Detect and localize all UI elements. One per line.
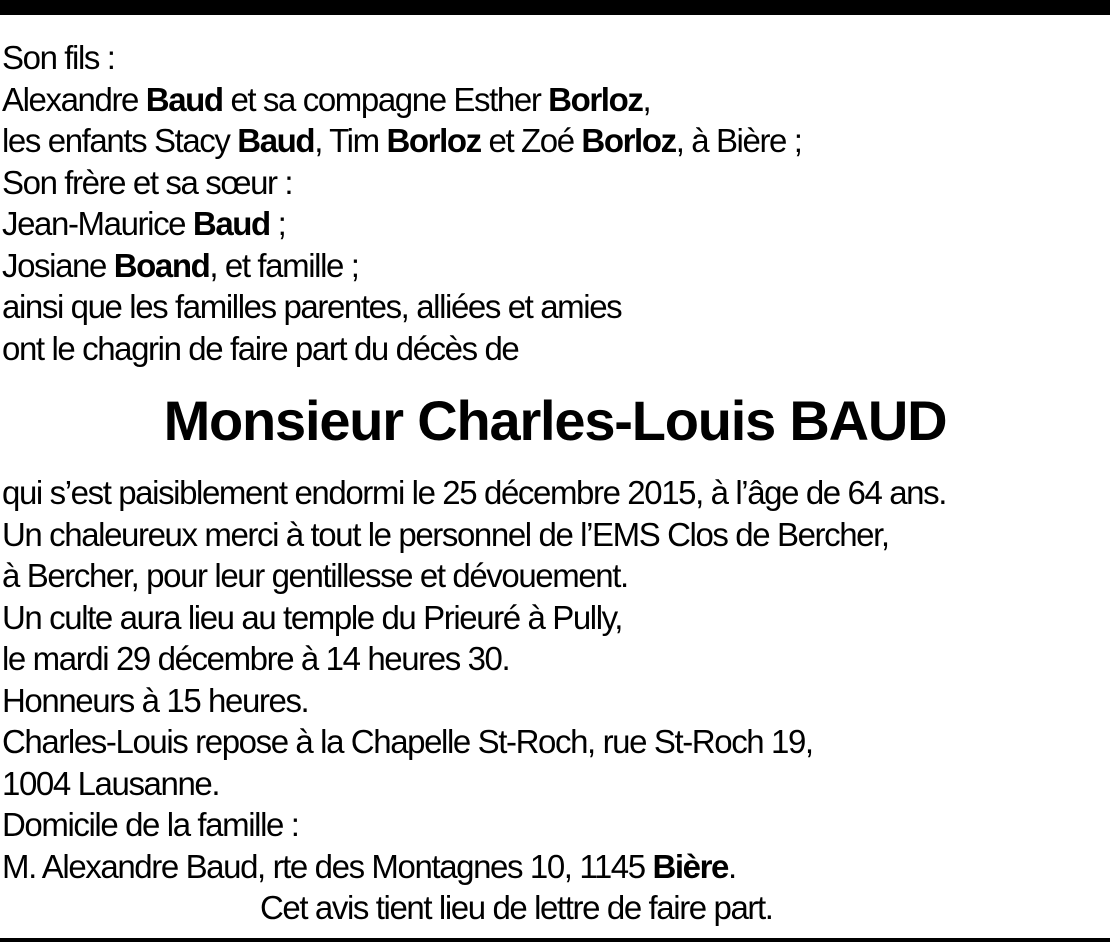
family-line-brother: Jean-Maurice Baud ; — [2, 205, 286, 242]
deceased-name: Monsieur Charles-Louis BAUD — [163, 389, 947, 452]
detail-line-honours: Honneurs à 15 heures. — [2, 681, 309, 719]
notice-details — [2, 472, 1102, 929]
surname: Boand — [113, 246, 210, 284]
family-line-announce: ont le chagrin de faire part du décès de — [2, 329, 519, 367]
family-line-relatives: ainsi que les familles parentes, alliées et amies — [2, 288, 622, 325]
surname: Borloz — [386, 122, 481, 159]
detail-line-service: Un culte aura lieu au temple du Prieuré à Pully, — [2, 598, 623, 636]
family-line-children: les enfants Stacy Baud, Tim Borloz et Zoé Borloz, à Bière ; — [2, 122, 802, 159]
family-line-son: Alexandre Baud et sa compagne Esther Borloz, — [2, 80, 651, 118]
detail-line-rest-city: 1004 Lausanne. — [2, 764, 220, 802]
town-name: Bière — [652, 847, 729, 885]
family-announcement — [2, 37, 1102, 369]
detail-line-thanks: Un chaleureux merci à tout le personnel de l’EMS Clos de Bercher, — [2, 515, 889, 553]
detail-line-domicile-address: M. Alexandre Baud, rte des Montagnes 10, 1145 Bière. — [2, 847, 736, 885]
surname: Baud — [192, 205, 270, 242]
family-line-sons-heading: Son fils : — [2, 39, 115, 76]
surname: Baud — [145, 80, 223, 118]
detail-line-rest: Charles-Louis repose à la Chapelle St-Roch, rue St-Roch 19, — [2, 723, 813, 760]
family-line-siblings-heading: Son frère et sa sœur : — [2, 163, 293, 201]
detail-line-passing: qui s’est paisiblement endormi le 25 décembre 2015, à l’âge de 64 ans. — [2, 474, 946, 511]
family-line-sister: Josiane Boand, et famille ; — [2, 246, 359, 284]
detail-line-thanks-cont: à Bercher, pour leur gentillesse et dévouement. — [2, 557, 628, 594]
detail-line-domicile-heading: Domicile de la famille : — [2, 806, 299, 843]
surname: Borloz — [548, 80, 643, 118]
top-rule — [0, 0, 1110, 15]
surname: Baud — [237, 122, 315, 159]
detail-line-service-date: le mardi 29 décembre à 14 heures 30. — [2, 640, 510, 677]
bottom-rule — [0, 938, 1110, 942]
closing-note: Cet avis tient lieu de lettre de faire part. — [260, 889, 773, 926]
surname: Borloz — [581, 122, 676, 159]
